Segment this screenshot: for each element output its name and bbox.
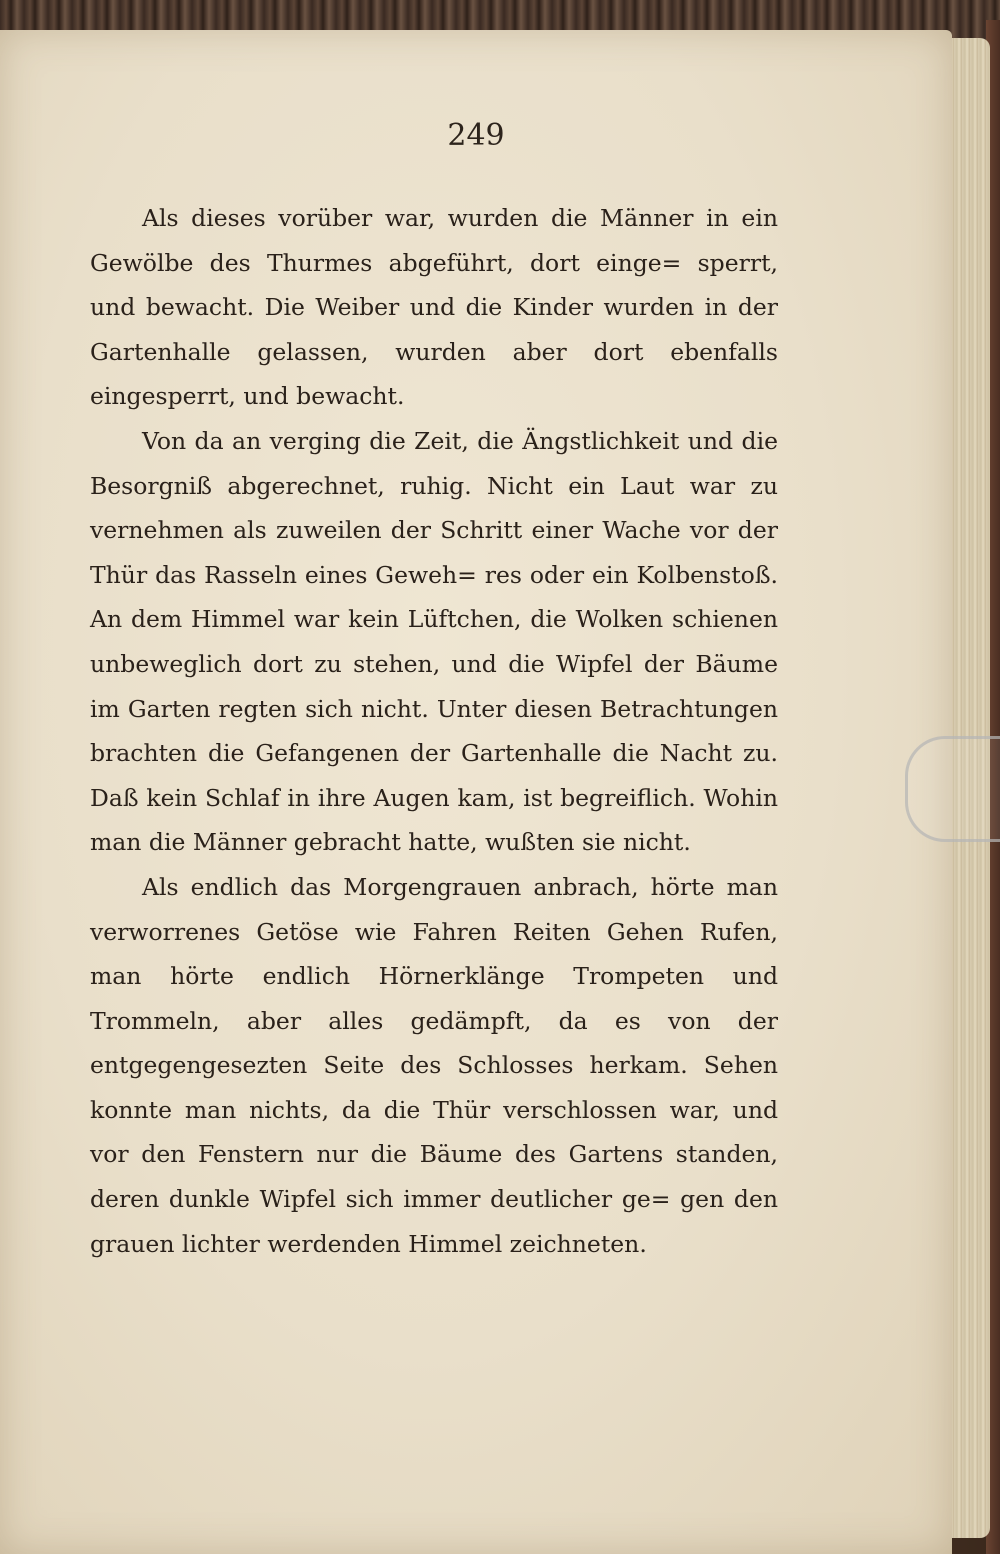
book-page — [0, 30, 952, 1554]
page-clip — [905, 736, 1000, 842]
page-number: 249 — [447, 118, 505, 153]
body-text — [90, 196, 778, 1266]
paragraph-3: Als endlich das Morgengrauen anbrach, hörte man verworrenes Getöse wie Fahren Reiten Gehen Rufen, man hörte endlich Hörnerklänge Trompeten und Trommeln, aber alles gedämpft, da es von der entgegengesezten Seite des Schlosses herkam. Sehen konnte man nichts, da die Thür verschlossen war, und vor den Fenstern nur die Bäume des Gartens standen, deren dunkle Wipfel sich immer deutlicher ge= gen den grauen lichter werdenden Himmel zeichneten. — [90, 872, 778, 1258]
paragraph-1: Als dieses vorüber war, wurden die Männer in ein Gewölbe des Thurmes abgeführt, dort einge= sperrt, und bewacht. Die Weiber und die Kinder wurden in der Gartenhalle gelassen, wurden aber dort ebenfalls eingesperrt, und bewacht. — [90, 204, 778, 411]
paragraph-2: Von da an verging die Zeit, die Ängstlichkeit und die Besorgniß abgerechnet, ruhig. Nicht ein Laut war zu vernehmen als zuweilen der Schritt einer Wache vor der Thür das Rasseln eines Geweh= res oder ein Kolbenstoß. An dem Himmel war kein Lüftchen, die Wolken schienen unbeweglich dort zu stehen, und die Wipfel der Bäume im Garten regten sich nicht. Unter diesen Betrachtungen brachten die Gefangenen der Gartenhalle die Nacht zu. Daß kein Schlaf in ihre Augen kam, ist begreiflich. Wohin man die Männer gebracht hatte, wußten sie nicht. — [90, 426, 778, 857]
